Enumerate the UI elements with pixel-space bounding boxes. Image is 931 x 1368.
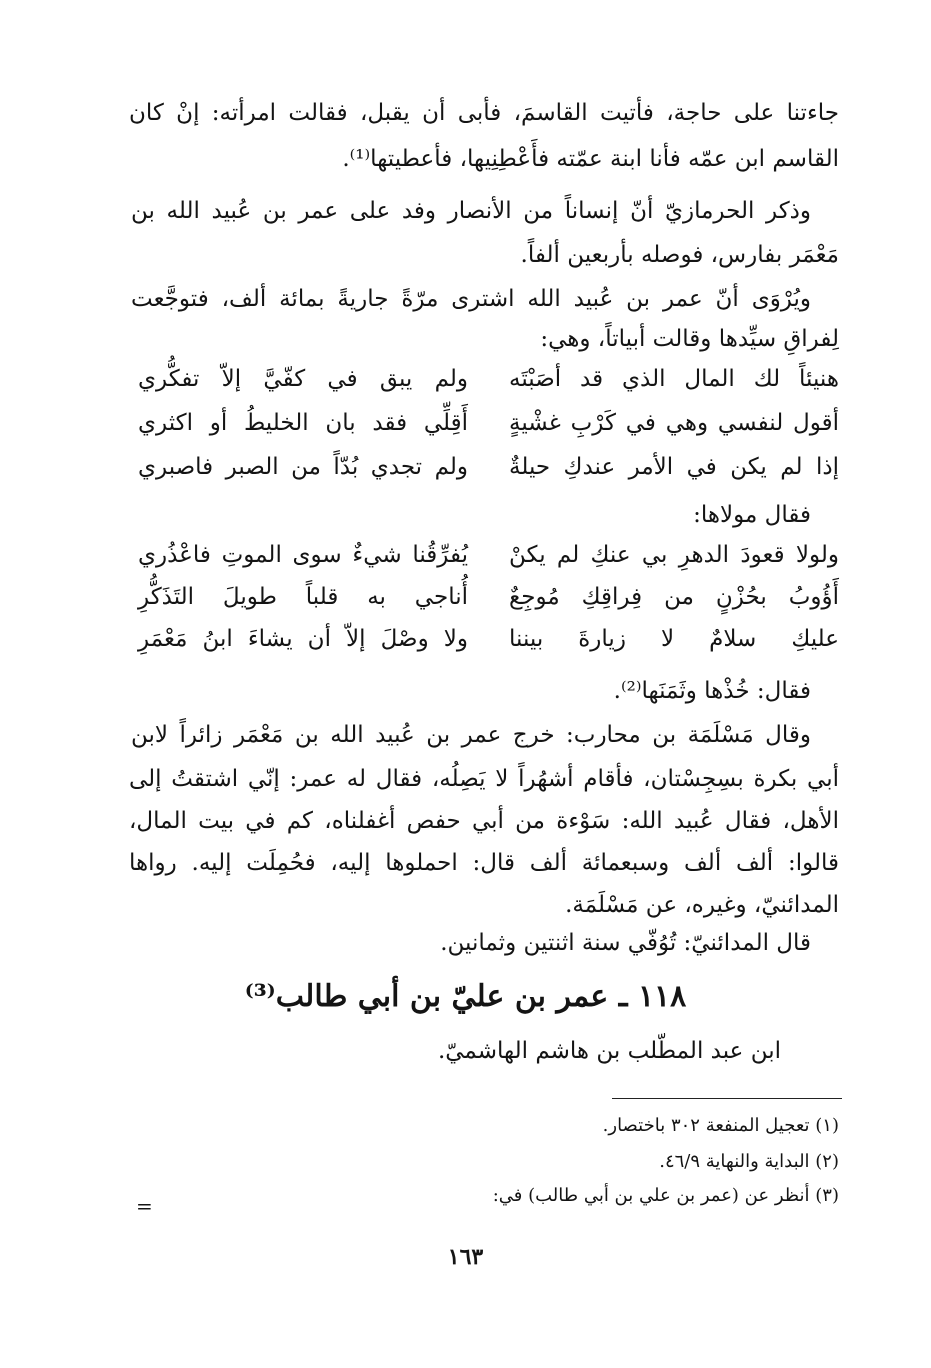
text-line: الأهل، فقال عُبيد الله: سَوْءة من أبي حفص أغفلناه، كم في بيت المال، xyxy=(129,808,839,834)
text-line: ويُرْوَى أنّ عمر بن عُبيد الله اشترى مرّةً جاريةً بمائة ألف، فتوجَّعت xyxy=(131,286,811,312)
text-line: القاسم ابن عمّه فأنا ابنة عمّته فأَعْطِنِيها، فأعطيتها⁽¹⁾. xyxy=(342,146,839,172)
response-intro: فقال مولاها: xyxy=(693,502,811,528)
verse-second-hemistich: أَقِلِّي فقد بان الخليطُ أو اكثري xyxy=(138,410,468,436)
text-line: جاءتنا على حاجة، فأتيت القاسمَ، فأبى أن يقبل، فقالت امرأته: إنْ كان xyxy=(129,100,839,126)
entry-lineage: ابن عبد المطّلب بن هاشم الهاشميّ. xyxy=(437,1038,781,1064)
text-line: مَعْمَر بفارس، فوصله بأربعين ألفاً. xyxy=(520,242,839,268)
text-line: وذكر الحرمازيّ أنّ إنساناً من الأنصار وفد على عمر بن عُبيد الله بن xyxy=(131,198,811,224)
footnote: (٣) أنظر عن (عمر بن علي بن أبي طالب) في: xyxy=(492,1185,839,1206)
verse-first-hemistich: ولولا قعودَ الدهرِ بي عنكِ لم يكنْ xyxy=(509,542,839,568)
text-line: المدائنيّ، وغيره، عن مَسْلَمَة. xyxy=(565,892,839,918)
text-line: قالوا: ألف ألف وسبعمائة ألف قال: احملوها إليه، فحُمِلَت إليه. رواها xyxy=(129,850,839,876)
page-number: ١٦٣ xyxy=(447,1244,484,1270)
verse-first-hemistich: أَؤُوبُ بحُزْنٍ من فِراقِكِ مُوجِعٌ xyxy=(509,584,839,610)
verse-first-hemistich: أقول لنفسي وهي في كَرْبِ غشْيةٍ xyxy=(509,410,839,436)
footnote: (١) تعجيل المنفعة ٣٠٢ باختصار. xyxy=(602,1115,839,1136)
verse-second-hemistich: أُناجي به قلباً طويلَ التَذَكُّرِ xyxy=(138,584,468,610)
verse-first-hemistich: إذا لم يكن في الأمر عندكِ حيلةٌ xyxy=(509,454,839,480)
verse-second-hemistich: ولم يبق في كفّيَّ إلاّ تفكُّري xyxy=(138,366,468,392)
footnote-separator xyxy=(612,1098,842,1099)
verse-second-hemistich: ولم تجدي بُدّاً من الصبر فاصبري xyxy=(138,454,468,480)
continuation-mark: = xyxy=(136,1194,153,1218)
text-line: وقال مَسْلَمَة بن محارب: خرج عمر بن عُبيد الله بن مَعْمَر زائراً لابن xyxy=(131,722,811,748)
death-note: قال المدائنيّ: تُوُفّي سنة اثنتين وثمانين. xyxy=(440,930,811,956)
verse-second-hemistich: ولا وصْلَ إلاّ أن يشاءَ ابنُ مَعْمَرِ xyxy=(138,626,468,652)
verse-first-hemistich: هنيئاً لك المال الذي قد أصَبْتَه xyxy=(509,366,839,392)
entry-heading: ١١٨ ـ عمر بن عليّ بن أبي طالب⁽³⁾ xyxy=(244,979,687,1014)
closing-line: فقال: خُذْها وثَمَنَها⁽²⁾. xyxy=(613,678,811,704)
text-line: أبي بكرة بسِجِسْتان، فأقام أشهُراً لا يَصِلُه، فقال له عمر: إنّي اشتقتُ إلى xyxy=(129,766,839,792)
footnote: (٢) البداية والنهاية ٤٦/٩. xyxy=(659,1151,839,1172)
text-line: لِفراقِ سيِّدها وقالت أبياتاً، وهي: xyxy=(540,326,839,352)
verse-first-hemistich: عليكِ سلامٌ لا زيارةَ بيننا xyxy=(509,626,839,652)
verse-second-hemistich: يُفرِّقُنا شيءٌ سوى الموتِ فاعْذُري xyxy=(138,542,468,568)
